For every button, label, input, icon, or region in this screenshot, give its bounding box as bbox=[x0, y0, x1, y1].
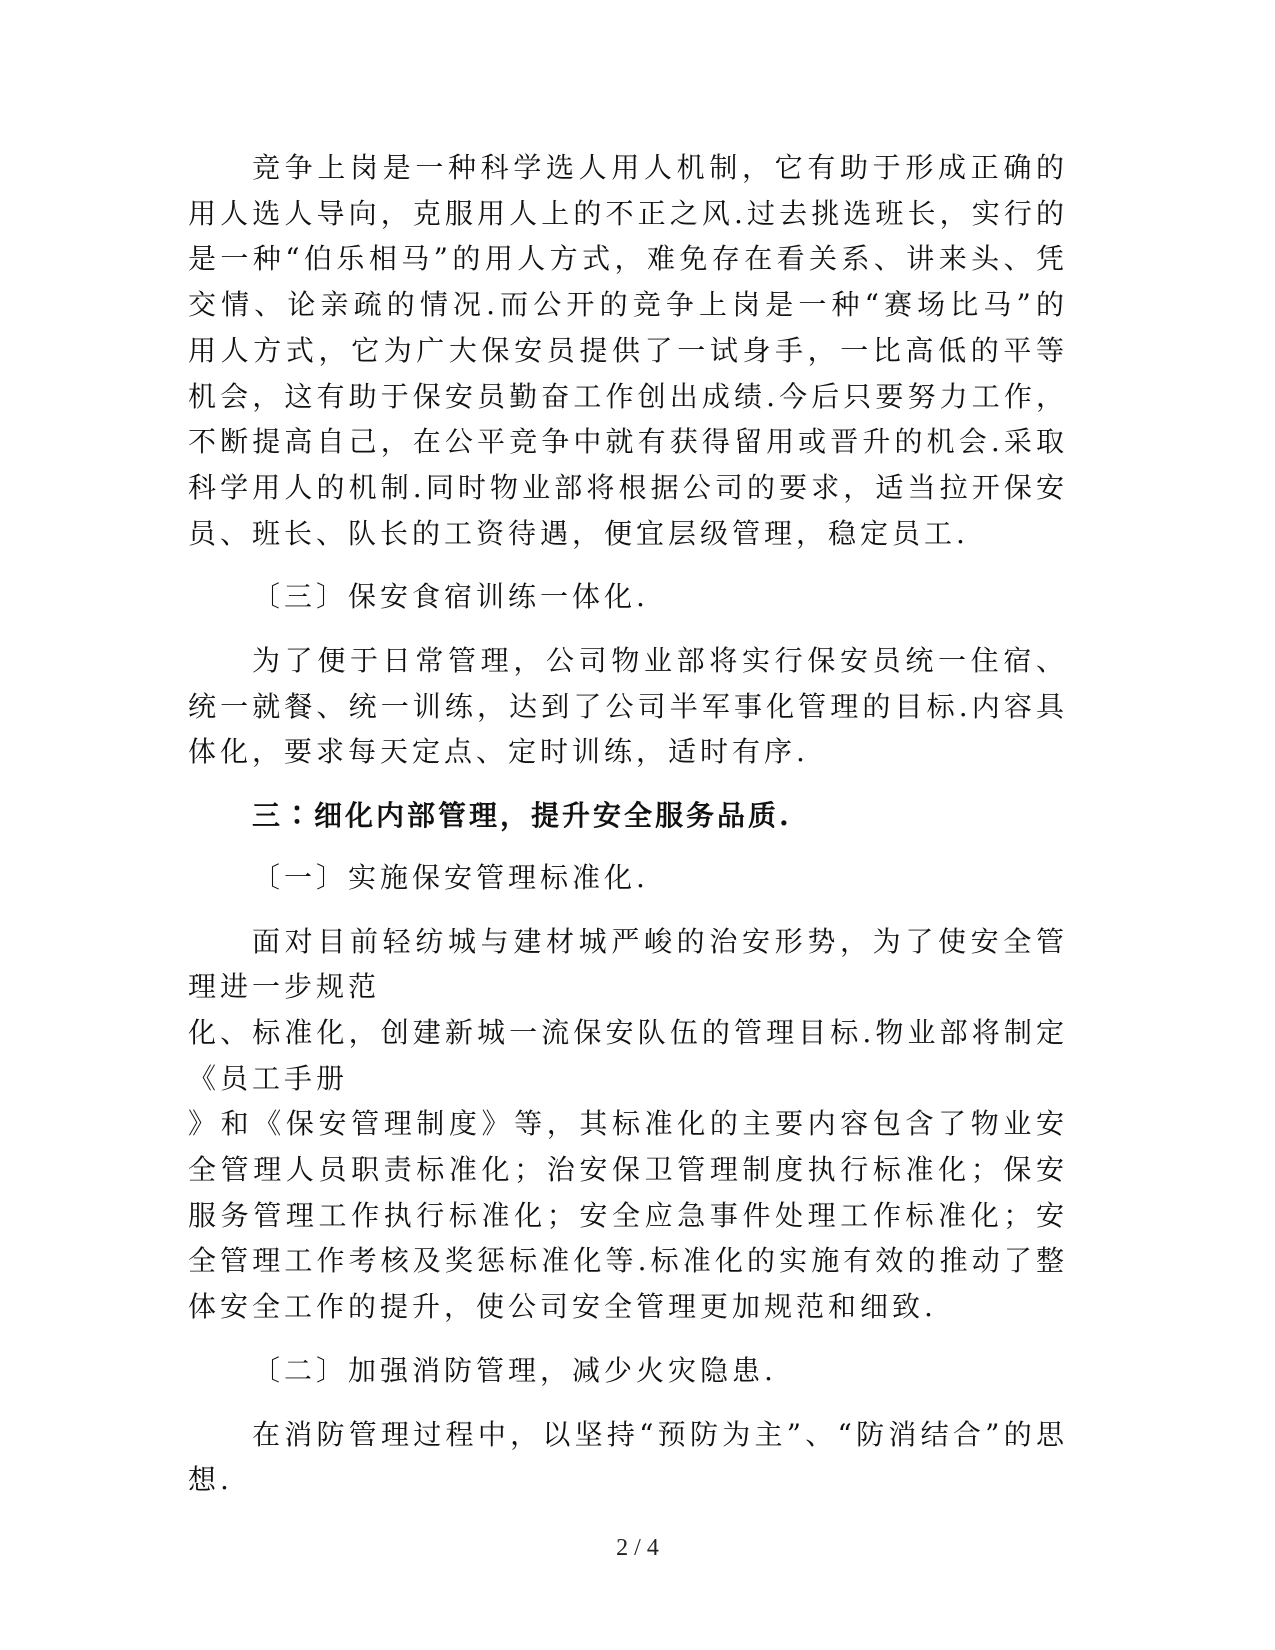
section-heading-internal-management: 三∶细化内部管理，提升安全服务品质. bbox=[252, 799, 792, 833]
document-body bbox=[188, 145, 1068, 1503]
paragraph-fire-management: 在消防管理过程中，以坚持“预防为主”、“防消结合”的思想. bbox=[188, 1417, 1068, 1497]
paragraph-daily-management: 为了便于日常管理，公司物业部将实行保安员统一住宿、统一就餐、统一训练，达到了公司半军事化管理的目标.内容具体化，要求每天定点、定时训练，适时有序. bbox=[188, 644, 1068, 769]
page-number: 2 / 4 bbox=[616, 1535, 659, 1561]
subheading-fire-management: 〔二〕加强消防管理，减少火灾隐患. bbox=[252, 1353, 777, 1387]
subheading-board-lodging-training: 〔三〕保安食宿训练一体化. bbox=[252, 580, 649, 614]
paragraph-standardization: 面对目前轻纺城与建材城严峻的治安形势，为了使安全管理进一步规范 化、标准化，创建新城一流保安队伍的管理目标.物业部将制定《员工手册 》和《保安管理制度》等，其标准化的主要内容包含了物业安全管理人员职责标准化；治安保卫管理制度执行标准化；保安服务管理工作执行标准化；安全应急事件处理工作标准化；安全管理工作考核及奖惩标准化等.标准化的实施有效的推动了整体安全工作的提升，使公司安全管理更加规范和细致. bbox=[188, 924, 1068, 1324]
paragraph-competition: 竞争上岗是一种科学选人用人机制，它有助于形成正确的用人选人导向，克服用人上的不正之风.过去挑选班长，实行的是一种“伯乐相马”的用人方式，难免存在看关系、讲来头、凭交情、论亲疏的情况.而公开的竞争上岗是一种“赛场比马”的用人方式，它为广大保安员提供了一试身手，一比高低的平等机会，这有助于保安员勤奋工作创出成绩.今后只要努力工作，不断提高自己，在公平竞争中就有获得留用或晋升的机会.采取科学用人的机制.同时物业部将根据公司的要求，适当拉开保安员、班长、队长的工资待遇，便宜层级管理，稳定员工. bbox=[188, 151, 1068, 550]
subheading-standardization: 〔一〕实施保安管理标准化. bbox=[252, 860, 649, 894]
